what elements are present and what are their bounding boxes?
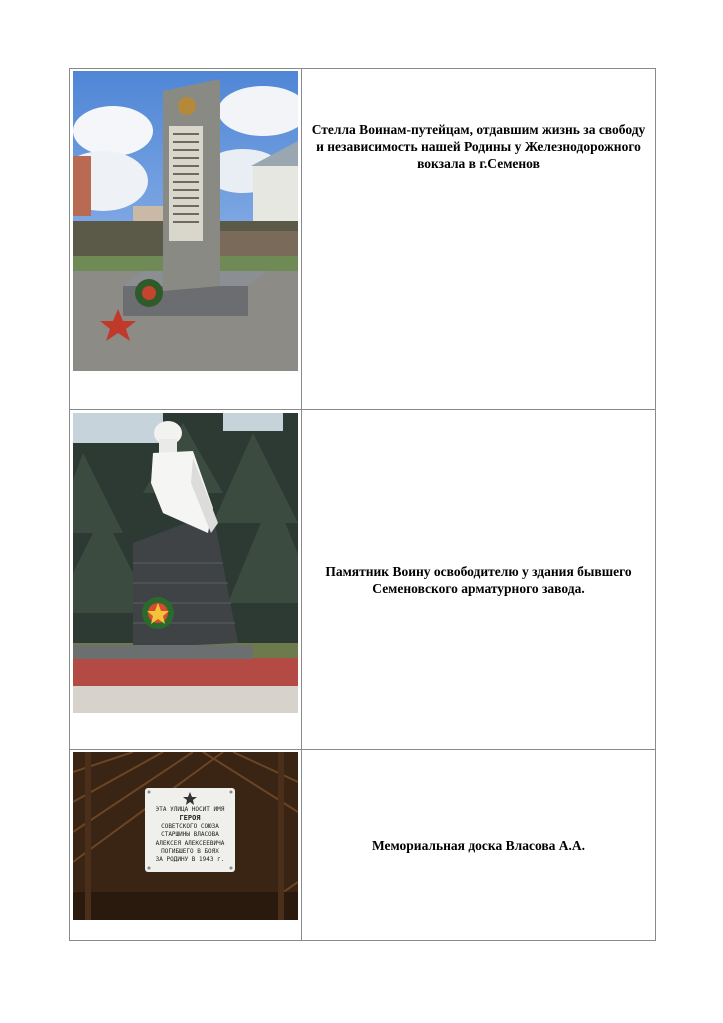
row-caption: Стелла Воинам-путейцам, отдавшим жизнь за свободу и независимость нашей Родины у Железнодорожного вокзала в г.Семенов <box>311 122 646 171</box>
memorial-plaque-photo <box>73 752 298 920</box>
soldier-statue-photo <box>73 413 298 713</box>
row-caption: Памятник Воину освободителю у здания бывшего Семеновского арматурного завода. <box>325 563 632 596</box>
plaque-line: ЭТА УЛИЦА НОСИТ ИМЯ <box>155 806 225 813</box>
plaque-line: ГЕРОЯ <box>179 814 201 823</box>
plaque-line: АЛЕКСЕЯ АЛЕКСЕЕВИЧА <box>155 839 225 847</box>
stele-monument-photo <box>73 71 298 371</box>
table-border-bottom <box>69 940 656 941</box>
plaque-line: ЗА РОДИНУ В 1943 г. <box>155 856 225 864</box>
plaque-line: СОВЕТСКОГО СОЮЗА <box>161 822 219 830</box>
plaque-line: СТАРШИНЫ ВЛАСОВА <box>161 831 219 839</box>
row-caption: Мемориальная доска Власова А.А. <box>371 837 586 853</box>
table-border-left <box>69 68 70 941</box>
table-border-right <box>655 68 656 941</box>
plaque-text <box>145 806 235 865</box>
plaque-line: ПОГИБШЕГО В БОЯХ <box>161 848 219 856</box>
